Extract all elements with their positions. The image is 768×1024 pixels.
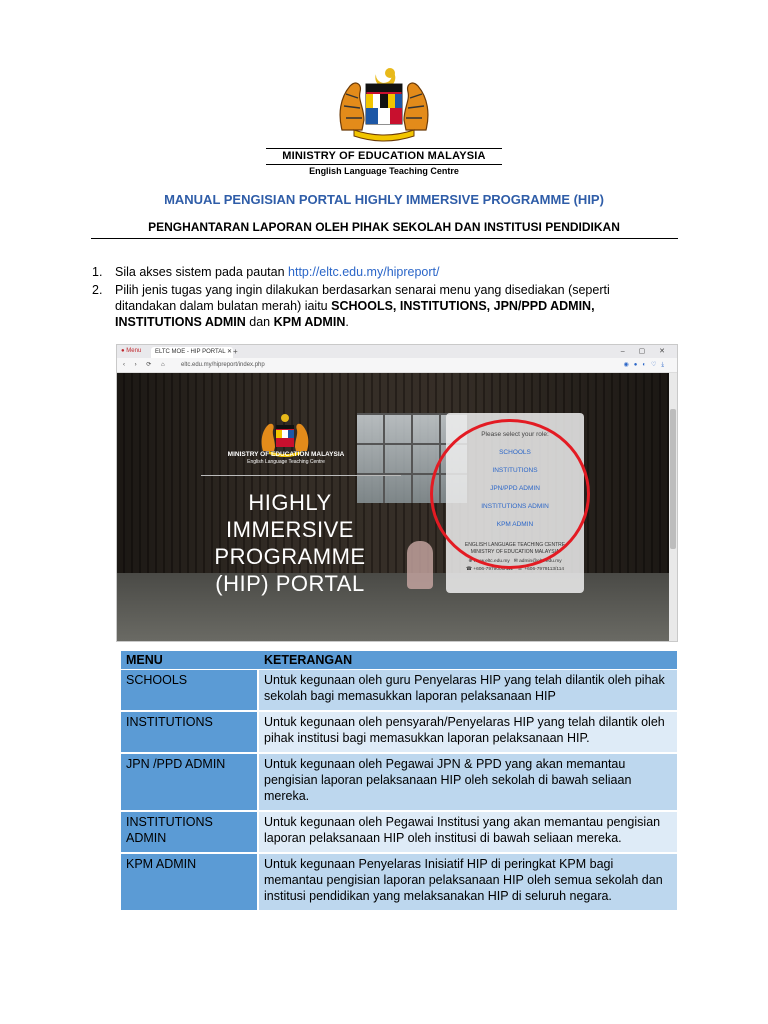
contact-phone: +606-7979000/111: [473, 567, 513, 572]
step-text: Sila akses sistem pada pautan: [115, 265, 289, 279]
fax-icon: ☏: [516, 567, 523, 572]
description-cell: Untuk kegunaan oleh Pegawai JPN & PPD yang akan memantau pengisian laporan pelaksanaan HIP oleh sekolah di bawah seliaan mereka.: [259, 754, 677, 812]
browser-menu-button[interactable]: ● Menu: [121, 348, 142, 354]
contact-web: www.eltc.edu.my: [473, 559, 510, 564]
site-divider: [201, 475, 401, 476]
document-title: MANUAL PENGISIAN PORTAL HIGHLY IMMERSIVE PROGRAMME (HIP): [164, 192, 604, 207]
role-link-institutions[interactable]: INSTITUTIONS: [492, 467, 538, 474]
ministry-name: MINISTRY OF EDUCATION MALAYSIA: [266, 148, 501, 165]
nav-buttons[interactable]: ‹ › ⟳ ⌂: [123, 362, 169, 368]
description-cell: Untuk kegunaan Penyelaras Inisiatif HIP di peringkat KPM bagi memantau pengisian laporan pelaksanaan HIP oleh semua sekolah dan institusi pendidikan yang melaksanakan HIP di seluruh negara.: [259, 854, 677, 912]
role-link-schools[interactable]: SCHOOLS: [499, 449, 531, 456]
browser-address-bar: [117, 358, 677, 373]
description-cell: Untuk kegunaan oleh guru Penyelaras HIP yang telah dilantik oleh pihak sekolah bagi memasukkan laporan pelaksanaan HIP: [259, 670, 677, 712]
coat-of-arms-emblem: [332, 64, 436, 142]
role-link-jpn-ppd-admin[interactable]: JPN/PPD ADMIN: [490, 485, 540, 492]
portal-page: [117, 373, 669, 641]
site-ministry-name: MINISTRY OF EDUCATION MALAYSIA: [227, 451, 345, 458]
footer-centre: ENGLISH LANGUAGE TEACHING CENTRE: [464, 542, 566, 548]
ministry-header: [0, 146, 768, 176]
menu-cell: JPN /PPD ADMIN: [121, 754, 259, 812]
description-cell: Untuk kegunaan oleh Pegawai Institusi yang akan memantau pengisian laporan pelaksanaan HIP oleh institusi di bawah seliaan mereka.: [259, 812, 677, 854]
menu-cell: INSTITUTIONS: [121, 712, 259, 754]
menu-cell: INSTITUTIONS ADMIN: [121, 812, 259, 854]
step-end: .: [345, 315, 349, 329]
contact-fax: +606-7979113/114: [524, 567, 565, 572]
menu-cell: KPM ADMIN: [121, 854, 259, 912]
site-portal-title: HIGHLY IMMERSIVE PROGRAMME (HIP) PORTAL: [214, 490, 366, 596]
table-row: [121, 812, 677, 854]
instruction-step-2: [92, 282, 652, 330]
menu-description-table: [121, 651, 677, 912]
header-keterangan: KETERANGAN: [259, 651, 677, 670]
instruction-step-1: [92, 264, 652, 280]
role-list-bold: SCHOOLS, INSTITUTIONS, JPN/PPD ADMIN, INSTITUTIONS ADMIN: [115, 299, 595, 329]
table-row: [121, 854, 677, 912]
table-row: [121, 712, 677, 754]
mail-icon: ✉: [513, 559, 518, 564]
centre-name: English Language Teaching Centre: [309, 166, 459, 176]
header-menu: MENU: [121, 651, 259, 670]
role-last-bold: KPM ADMIN: [273, 315, 346, 329]
step-text: Pilih jenis tugas yang ingin dilakukan berdasarkan senarai menu yang disediakan (seperti ditandakan dalam bulatan merah) iaitu: [115, 283, 610, 313]
table-row: [121, 670, 677, 712]
library-floor: [117, 573, 669, 641]
footer-ministry: MINISTRY OF EDUCATION MALAYSIA: [470, 549, 560, 555]
browser-tab-bar: [117, 345, 677, 358]
description-cell: Untuk kegunaan oleh pensyarah/Penyelaras HIP yang telah dilantik oleh pihak institusi bagi memasukkan laporan pelaksanaan HIP.: [259, 712, 677, 754]
window-controls[interactable]: – ▢ ✕: [620, 348, 671, 355]
url-field[interactable]: eltc.edu.my/hipreport/index.php: [181, 362, 265, 368]
portal-link[interactable]: http://eltc.edu.my/hipreport/: [288, 265, 440, 279]
document-subtitle: PENGHANTARAN LAPORAN OLEH PIHAK SEKOLAH DAN INSTITUSI PENDIDIKAN: [148, 220, 620, 234]
title-divider: [91, 238, 678, 239]
role-link-institutions-admin[interactable]: INSTITUTIONS ADMIN: [481, 503, 549, 510]
role-prompt: Please select your role:: [481, 431, 549, 438]
role-link-kpm-admin[interactable]: KPM ADMIN: [496, 521, 534, 528]
step-number: 2.: [92, 283, 103, 297]
table-header-row: [121, 651, 677, 670]
address-bar-icons[interactable]: ◉●◐♡⤓: [623, 362, 669, 368]
menu-cell: SCHOOLS: [121, 670, 259, 712]
table-row: [121, 754, 677, 812]
instruction-list: [92, 264, 652, 332]
portal-screenshot: [116, 344, 678, 642]
new-tab-button[interactable]: +: [233, 347, 238, 356]
student-figure: [407, 541, 433, 589]
step-number: 1.: [92, 265, 103, 279]
phone-icon: ☎: [465, 567, 472, 572]
globe-icon: ⊕: [468, 559, 473, 564]
step-joiner: dan: [245, 315, 274, 329]
red-highlight-circle: [430, 419, 590, 569]
browser-scrollbar[interactable]: [669, 373, 677, 641]
scrollbar-thumb[interactable]: [670, 409, 676, 549]
contact-email: admin@eltc.edu.my: [519, 559, 562, 564]
browser-tab[interactable]: ELTC MOE - HIP PORTAL ✕: [151, 347, 233, 358]
site-centre-name: English Language Teaching Centre: [247, 459, 325, 465]
tab-title: ELTC MOE - HIP PORTAL: [155, 349, 226, 355]
